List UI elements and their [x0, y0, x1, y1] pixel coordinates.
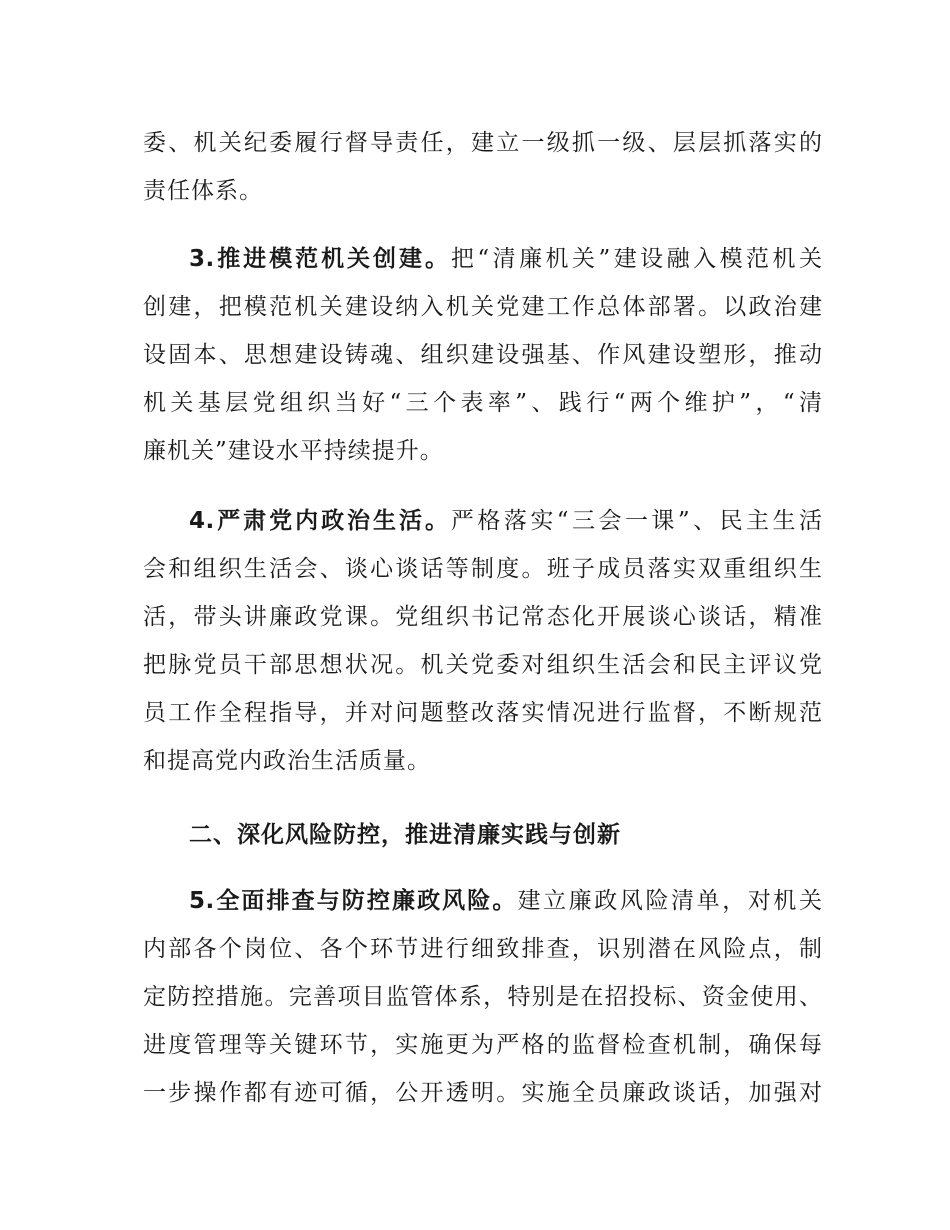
section-heading: 二、深化风险防控，推进清廉实践与创新 [189, 822, 621, 848]
text-segment: 建立廉政风险清单，对机关 [517, 888, 823, 914]
paragraph-4 [143, 497, 823, 785]
paragraph-5 [143, 877, 823, 1117]
paragraph-3 [143, 235, 823, 475]
text-line [143, 877, 823, 925]
text-line: 委、机关纪委履行督导责任，建立一级抓一级、层层抓落实的 [143, 130, 823, 156]
text-line: 和提高党内政治生活质量。 [143, 748, 431, 774]
text-line: 把脉党员干部思想状况。机关党委对组织生活会和民主评议党 [143, 652, 823, 678]
text-line: 一步操作都有迹可循，公开透明。实施全员廉政谈话，加强对 [143, 1080, 823, 1106]
paragraph-lead: 3.推进模范机关创建。 [189, 246, 451, 272]
text-line: 会和组织生活会、谈心谈话等制度。班子成员落实双重组织生 [143, 556, 823, 582]
text-line [143, 235, 823, 283]
text-line: 廉机关”建设水平持续提升。 [143, 438, 444, 464]
text-line: 进度管理等关键环节，实施更为严格的监督检查机制，确保每 [143, 1032, 823, 1058]
paragraph-continuation [143, 119, 823, 215]
text-segment: 把“清廉机关”建设融入模范机关 [450, 246, 823, 272]
text-line: 内部各个岗位、各个环节进行细致排查，识别潜在风险点，制 [143, 936, 823, 962]
text-line [143, 497, 823, 545]
text-line: 设固本、思想建设铸魂、组织建设强基、作风建设塑形，推动 [143, 342, 823, 368]
text-line: 责任体系。 [143, 178, 263, 204]
paragraph-lead: 4.严肃党内政治生活。 [189, 508, 451, 534]
text-line: 活，带头讲廉政党课。党组织书记常态化开展谈心谈话，精准 [143, 604, 823, 630]
text-segment: 严格落实“三会一课”、民主生活 [450, 508, 823, 534]
text-line: 员工作全程指导，并对问题整改落实情况进行监督，不断规范 [143, 700, 823, 726]
text-line: 定防控措施。完善项目监管体系，特别是在招投标、资金使用、 [143, 984, 823, 1010]
text-line: 创建，把模范机关建设纳入机关党建工作总体部署。以政治建 [143, 294, 823, 320]
text-line: 机关基层党组织当好“三个表率”、践行“两个维护”，“清 [143, 390, 823, 416]
paragraph-lead: 5.全面排查与防控廉政风险。 [189, 888, 518, 914]
